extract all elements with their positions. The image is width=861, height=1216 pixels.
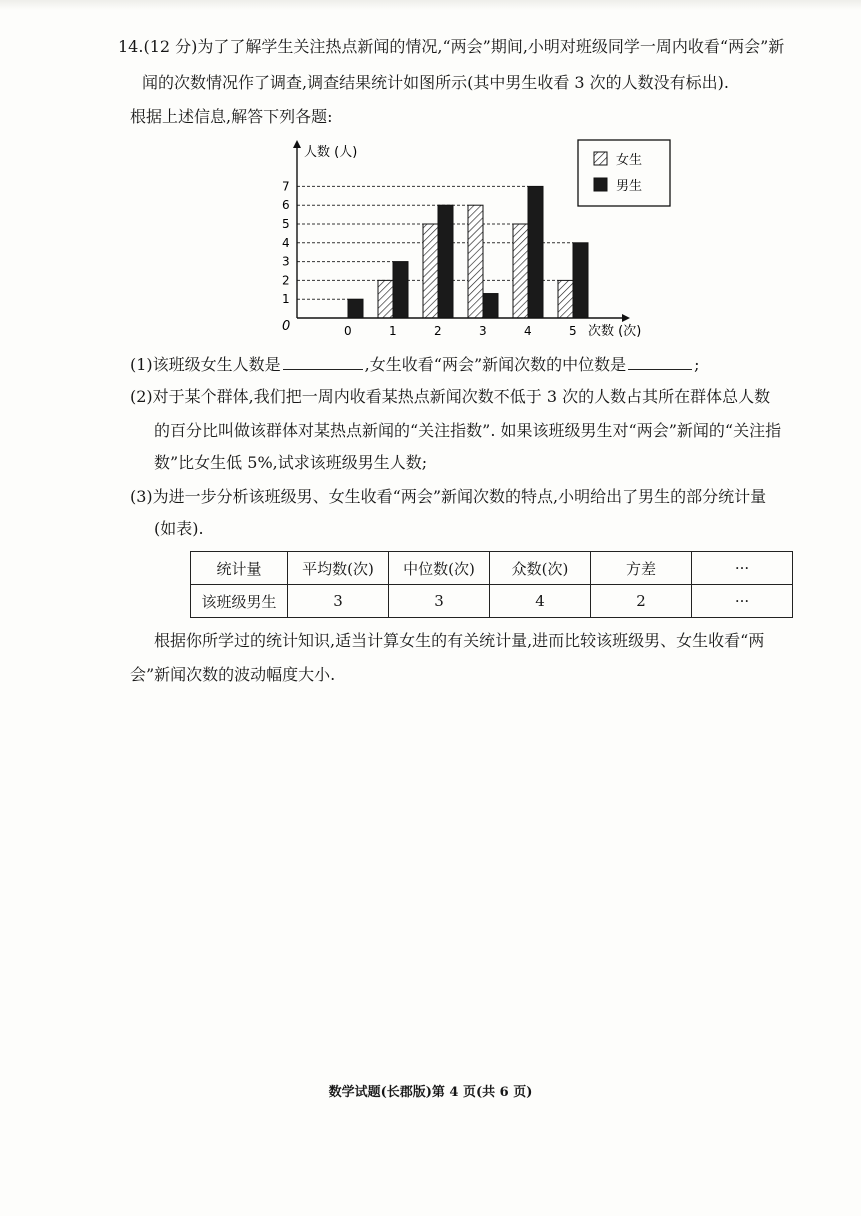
table-cell: 3 (389, 585, 490, 618)
scan-shade (0, 0, 861, 10)
statistics-table (190, 551, 793, 618)
part-3-line-2: (如表). (154, 519, 204, 538)
x-tick-label: 4 (524, 324, 532, 338)
y-tick-label: 2 (282, 273, 290, 288)
bar-girls (468, 205, 483, 318)
y-tick-label: 3 (282, 254, 290, 269)
page-footer: 数学试题(长郡版)第 4 页(共 6 页) (328, 1085, 533, 1100)
chart-svg (262, 134, 682, 344)
x-tick-label: 2 (434, 324, 442, 338)
origin-label: 0 (282, 319, 291, 334)
legend-label-boys: 男生 (616, 179, 643, 194)
part-1-text-b: ,女生收看“两会”新闻次数的中位数是 (364, 355, 627, 374)
y-tick-label: 7 (282, 179, 290, 194)
bar-boys (483, 294, 498, 318)
legend (578, 140, 670, 206)
y-tick-label: 4 (282, 235, 290, 250)
table-cell: 3 (288, 585, 389, 618)
x-tick-label: 5 (569, 324, 577, 338)
table-header-cell: ··· (692, 552, 793, 585)
question-line-2: 闻的次数情况作了调查,调查结果统计如图所示(其中男生收看 3 次的人数没有标出). (142, 73, 730, 92)
part-2-line-2: 的百分比叫做该群体对某热点新闻的“关注指数”. 如果该班级男生对“两会”新闻的“关注指 (154, 421, 782, 440)
table-header-cell: 众数(次) (490, 552, 591, 585)
bar-boys (528, 186, 543, 318)
table-row (191, 585, 793, 618)
bar-boys (393, 262, 408, 318)
bar-boys (348, 299, 363, 318)
table-cell: ··· (692, 585, 793, 618)
x-tick-label: 3 (479, 324, 487, 338)
table-cell: 4 (490, 585, 591, 618)
y-tick-label: 1 (282, 292, 290, 307)
table-header-cell: 平均数(次) (288, 552, 389, 585)
answer-blank-2[interactable] (628, 354, 692, 370)
answer-blank-1[interactable] (283, 354, 363, 370)
y-axis-label: 人数 (人) (304, 145, 358, 160)
part-3-after-line-2: 会”新闻次数的波动幅度大小. (130, 665, 336, 684)
x-axis-label: 次数 (次) (588, 324, 642, 339)
bar-girls (513, 224, 528, 318)
table-header-cell: 中位数(次) (389, 552, 490, 585)
bar-girls (558, 280, 573, 318)
table-header-cell: 统计量 (191, 552, 288, 585)
x-tick-label: 0 (344, 324, 352, 338)
bar-girls (423, 224, 438, 318)
bar-boys (438, 205, 453, 318)
part-2-line-1: (2)对于某个群体,我们把一周内收看某热点新闻次数不低于 3 次的人数占其所在群体总人数 (130, 387, 771, 406)
legend-frame (578, 140, 670, 206)
y-tick-label: 6 (282, 198, 290, 213)
question-line-1: 14.(12 分)为了了解学生关注热点新闻的情况,“两会”期间,小明对班级同学一周内收看“两会”新 (118, 37, 785, 56)
legend-swatch-boys (594, 178, 607, 191)
part-1 (130, 354, 700, 376)
table-cell: 该班级男生 (191, 585, 288, 618)
table-cell: 2 (591, 585, 692, 618)
x-axis-arrow-icon (622, 314, 630, 322)
part-1-text-a: (1)该班级女生人数是 (130, 355, 281, 374)
x-tick-label: 1 (389, 324, 397, 338)
y-axis-arrow-icon (293, 140, 301, 148)
bar-boys (573, 243, 588, 318)
part-1-text-c: ; (694, 355, 700, 374)
part-3-after-line-1: 根据你所学过的统计知识,适当计算女生的有关统计量,进而比较该班级男、女生收看“两 (154, 631, 765, 650)
part-2-line-3: 数”比女生低 5%,试求该班级男生人数; (154, 453, 428, 472)
table-header-cell: 方差 (591, 552, 692, 585)
table-header-row (191, 552, 793, 585)
legend-label-girls: 女生 (616, 153, 643, 168)
question-line-3: 根据上述信息,解答下列各题: (130, 107, 333, 126)
bar-chart (262, 134, 682, 344)
bar-girls (378, 280, 393, 318)
part-3-line-1: (3)为进一步分析该班级男、女生收看“两会”新闻次数的特点,小明给出了男生的部分统计量 (130, 487, 767, 506)
legend-swatch-girls (594, 152, 607, 165)
y-tick-label: 5 (282, 217, 290, 231)
